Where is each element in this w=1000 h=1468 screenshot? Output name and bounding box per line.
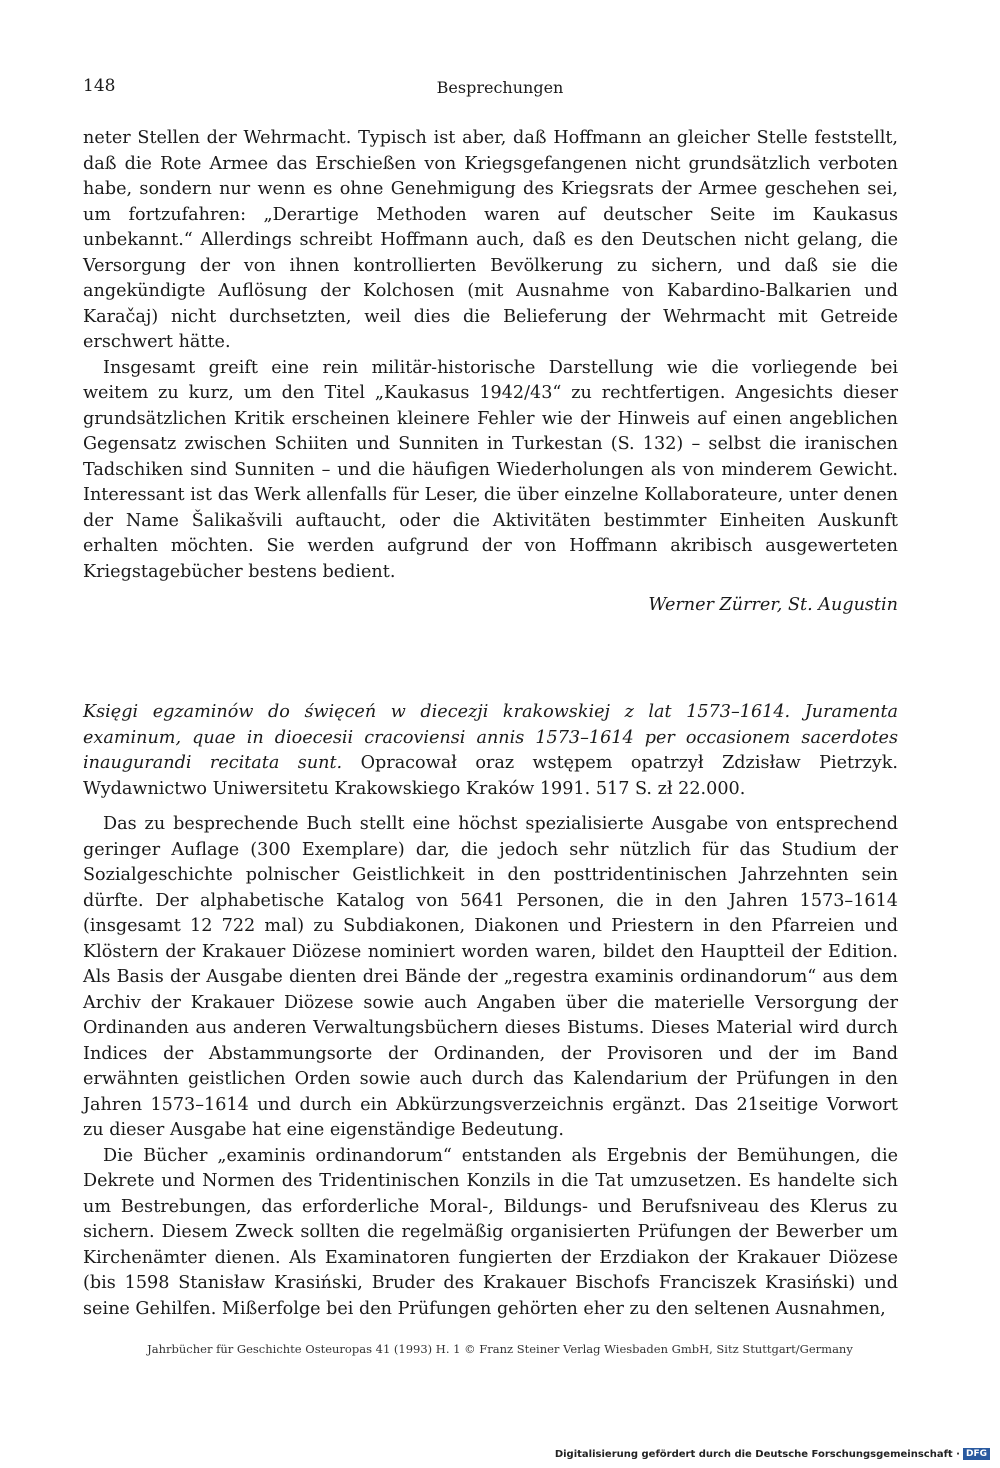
review1-signature: Werner Zürrer, St. Augustin <box>648 595 898 615</box>
funding-text: Digitalisierung gefördert durch die Deutsche Forschungsgemeinschaft · <box>554 1448 960 1460</box>
review2-paragraph-2: Die Bücher „examinis ordinandorum“ entstanden als Ergebnis der Bemühungen, die Dekrete und Normen des Tridentinischen Konzils in die Tat umzusetzen. Es handelte sich um Bestrebungen, das erforderliche Moral-, Bildungs- und Berufsniveau des Klerus zu sichern. Diesem Zweck sollten die regelmäßig organisierten Prüfungen der Bewerber um Kirchenämter dienen. Als Examinatoren fungierten der Erzdiakon der Krakauer Diözese (bis 1598 Stanisław Krasiński, Bruder des Krakauer Bischofs Franciszek Krasiński) und seine Gehilfen. Mißerfolge bei den Prüfungen gehörten eher zu den seltenen Ausnahmen, <box>83 1145 898 1319</box>
journal-footer: Jahrbücher für Geschichte Osteuropas 41 (1993) H. 1 © Franz Steiner Verlag Wiesbaden GmbH, Sitz Stuttgart/Germany <box>147 1342 853 1356</box>
running-head: Besprechungen <box>436 78 564 97</box>
page-number: 148 <box>83 76 116 96</box>
dfg-logo-icon: DFG <box>963 1448 990 1460</box>
review2-heading <box>83 700 898 802</box>
review2-paragraph-1: Das zu besprechende Buch stellt eine höchst spezialisierte Ausgabe von entsprechend geringer Auflage (300 Exemplare) dar, die jedoch sehr nützlich für das Studium der Sozialgeschichte polnischer Geistlichkeit in den posttridentinischen Jahrzehnten sein dürfte. Der alphabetische Katalog von 5641 Personen, die in den Jahren 1573–1614 (insgesamt 12 722 mal) zu Subdiakonen, Diakonen und Priestern in den Pfarreien und Klöstern der Krakauer Diözese nominiert worden waren, bildet den Hauptteil der Edition. Als Basis der Ausgabe dienten drei Bände der „regestra examinis ordinandorum“ aus dem Archiv der Krakauer Diözese sowie auch Angaben über die materielle Versorgung der Ordinanden aus anderen Verwaltungsbüchern dieses Bistums. Dieses Material wird durch Indices der Abstammungsorte der Ordinanden, der Provisoren und der im Band erwähnten geistlichen Orden sowie auch durch das Kalendarium der Prüfungen in den Jahren 1573–1614 und durch ein Abkürzungsverzeichnis ergänzt. Das 21seitige Vorwort zu dieser Ausgabe hat eine eigenständige Bedeutung. <box>83 814 898 1140</box>
review-2 <box>83 700 898 1322</box>
book-title: Księgi egzaminów do święceń w diecezji krakowskiej z lat 1573–1614. Juramenta examinum, quae in dioecesii cracoviensi annis 1573–1614 per occasionem sacerdotes inaugurandi recitata sunt. <box>83 702 898 773</box>
book-publication-details: Opracował oraz wstępem opatrzył Zdzisław Pietrzyk. Wydawnictwo Uniwersitetu Krakowskiego Kraków 1991. 517 S. zł 22.000. <box>83 753 898 799</box>
funding-notice <box>555 1448 990 1460</box>
review1-paragraph-1: neter Stellen der Wehrmacht. Typisch ist aber, daß Hoffmann an gleicher Stelle feststellt, daß die Rote Armee das Erschießen von Kriegsgefangenen nicht grundsätzlich verboten habe, sondern nur wenn es ohne Genehmigung des Kriegsrats der Armee geschehen sei, um fortzufahren: „Derartige Methoden waren auf deutscher Seite im Kaukasus unbekannt.“ Allerdings schreibt Hoffmann auch, daß es den Deutschen nicht gelang, die Versorgung der von ihnen kontrollierten Bevölkerung zu sichern, und daß sie die angekündigte Auflösung der Kolchosen (mit Ausnahme von Kabardino-Balkarien und Karačaj) nicht durchsetzten, weil dies die Belieferung der Wehrmacht mit Getreide erschwert hätte. <box>83 128 898 352</box>
review1-paragraph-2: Insgesamt greift eine rein militär-historische Darstellung wie die vorliegende bei weitem zu kurz, um den Titel „Kaukasus 1942/43“ zu rechtfertigen. Angesichts dieser grundsätzlichen Kritik erscheinen kleinere Fehler wie der Hinweis auf einen angeblichen Gegensatz zwischen Schiiten und Sunniten in Turkestan (S. 132) – selbst die iranischen Tadschiken sind Sunniten – und die häufigen Wiederholungen als von minderem Gewicht. Interessant ist das Werk allenfalls für Leser, die über einzelne Kollaborateure, unter denen der Name Šalikašvili auftaucht, oder die Aktivitäten bestimmter Einheiten Auskunft erhalten möchten. Sie werden aufgrund der von Hoffmann akribisch ausgewerteten Kriegstagebücher bestens bedient. <box>83 357 898 582</box>
review-1 <box>83 126 898 615</box>
